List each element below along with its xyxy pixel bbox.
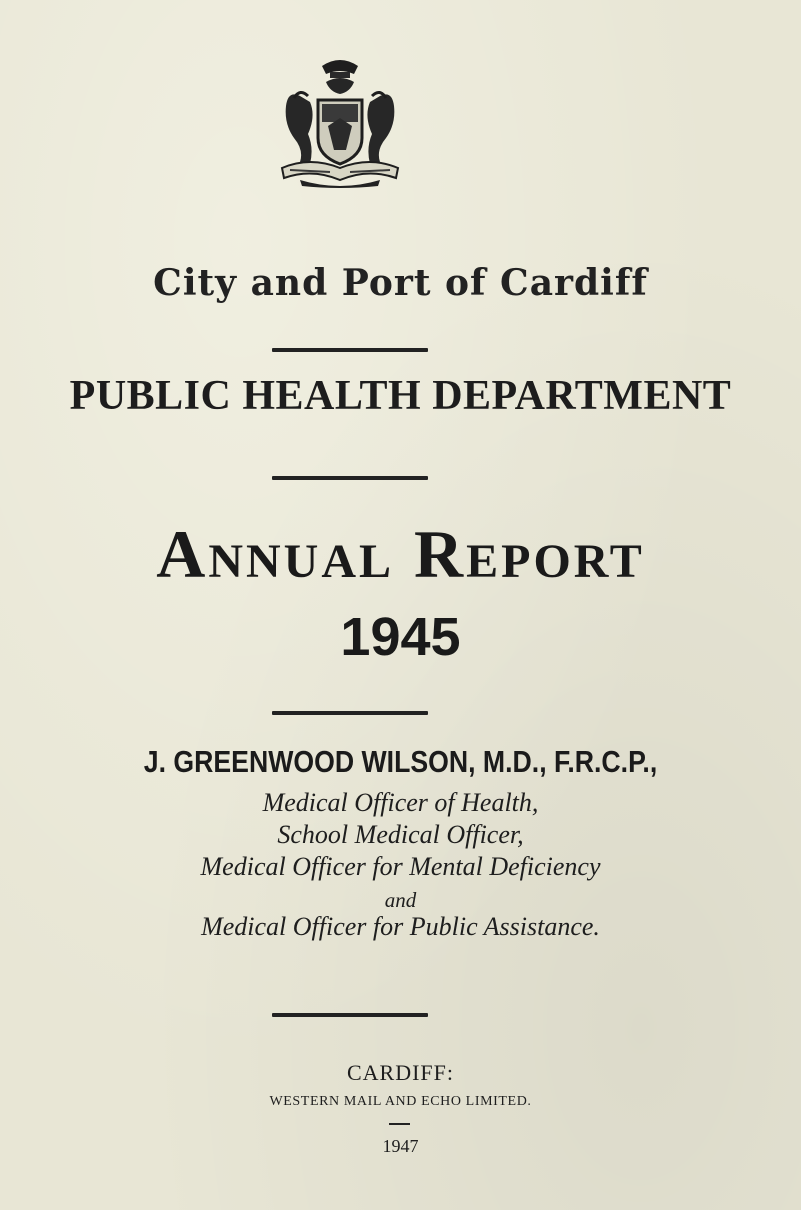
publication-year: 1947	[382, 1136, 419, 1156]
author-role: Medical Officer for Public Assistance.	[201, 912, 600, 941]
department-title: PUBLIC HEALTH DEPARTMENT	[69, 373, 732, 419]
role-conjunction: and	[384, 888, 417, 912]
coat-of-arms-icon	[270, 52, 410, 190]
author-role: Medical Officer for Mental Deficiency	[200, 852, 601, 881]
report-title: Annual Report	[156, 516, 645, 592]
author-role: Medical Officer of Health,	[262, 788, 539, 817]
report-year: 1945	[340, 607, 461, 667]
publication-place: CARDIFF:	[346, 1060, 455, 1085]
divider-rule	[272, 711, 428, 715]
printer-name: WESTERN MAIL AND ECHO LIMITED.	[269, 1094, 532, 1109]
author-name: J. GREENWOOD WILSON, M.D., F.R.C.P.,	[143, 744, 658, 779]
divider-rule	[272, 348, 428, 352]
divider-rule	[272, 1013, 428, 1017]
author-role: School Medical Officer,	[277, 820, 524, 849]
short-dash	[389, 1123, 410, 1125]
city-title: City and Port of Cardiff	[153, 262, 648, 304]
divider-rule	[272, 476, 428, 480]
